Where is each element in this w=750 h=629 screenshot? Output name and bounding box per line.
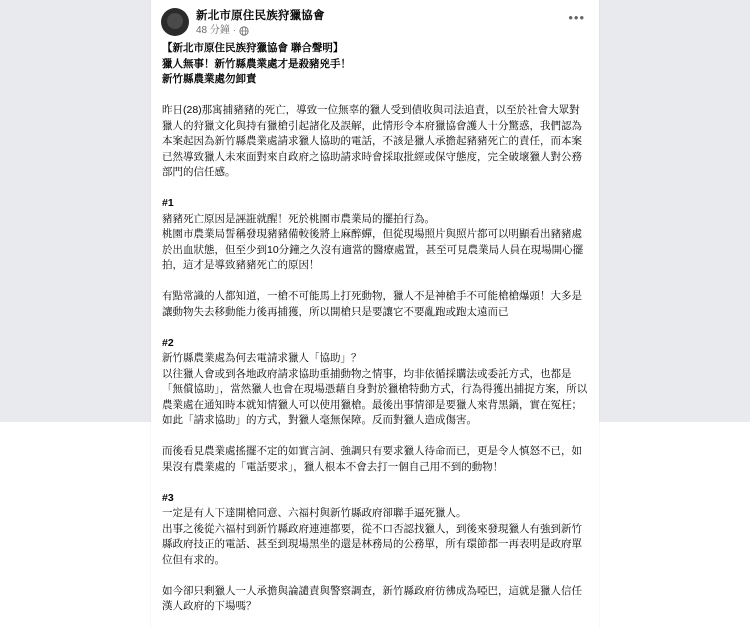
post-header-text — [196, 8, 564, 37]
post-paragraph: 如今卻只剩獵人一人承擔與論譴責與警察調查，新竹縣政府彷彿成為啞巴，這就是獵人信任漢人政府的下場嗎？ — [162, 584, 582, 612]
post-paragraph: 豬豬死亡原因是誣誑就醒！死於桃園市農業局的擺拍行為。 — [162, 212, 435, 225]
post-paragraph: 新竹縣農業處為何去電請求獵人「協助」？ — [162, 352, 362, 364]
globe-icon — [239, 26, 249, 36]
post-paragraph: #1 — [162, 197, 174, 209]
post-paragraph: 有點常識的人都知道，一槍不可能馬上打死動物，獵人不是神槍手不可能槍槍爆頭！大多是讓動物失去移動能力後再捕獲，所以開槍只是要讓它不要亂跑或跑太遠而已 — [162, 290, 582, 318]
post-paragraph: 出事之後從六福村到新竹縣政府連連都要，從不口否認找獵人，到後來發現獵人有強到新竹縣政府技正的電話、甚至到現場黑坐的還是林務局的公務單，所有環節都一再表明是政府單位但有求的。 — [162, 522, 582, 566]
post-paragraph: 獵人無事！新竹縣農業處才是殺豬兇手！ — [162, 57, 351, 70]
post-paragraph-spacer — [162, 429, 588, 445]
avatar[interactable] — [161, 8, 189, 36]
post-paragraph: #2 — [162, 336, 174, 349]
post-more-options-icon[interactable]: ••• — [568, 10, 585, 25]
post-paragraph: #3 — [162, 491, 174, 504]
post-card — [151, 0, 599, 629]
post-paragraph-spacer — [162, 475, 588, 491]
post-timestamp[interactable]: 48 分鐘 — [196, 25, 230, 36]
post-paragraph-spacer — [162, 88, 588, 104]
post-paragraph-spacer — [162, 568, 588, 584]
meta-separator-dot: · — [232, 25, 236, 35]
post-paragraph: 昨日(28)那寓捕豬豬的死亡，導致一位無辜的獵人受到債收與司法追責，以至於社會大眾對獵人的狩獵文化與持有獵槍引起諸化及誤解，此情形令本府獵協會護人十分驚惑，我們認為本案起因為新竹縣農業處請求獵人協助的電話，不該是獵人承擔起豬豬死亡的責任，而本案已然導致獵人未來面對來自政府之協助請求時會採取批經或保守態度，完全破壞獵人對公務部門的信任感。 — [162, 104, 582, 178]
post-paragraph: 一定是有人下達開槍同意、六福村與新竹縣政府卻聯手逼死獵人。 — [162, 507, 467, 519]
page-name[interactable]: 新北市原住民族狩獵協會 — [196, 10, 325, 22]
post-paragraph: 新竹縣農業處勿卸責 — [162, 73, 257, 85]
post-header — [151, 0, 599, 39]
post-paragraph: 【新北市原住民族狩獵協會 聯合聲明】 — [162, 42, 344, 54]
post-paragraph-spacer — [162, 274, 588, 290]
post-paragraph: 而後看見農業處搖擺不定的如實言詞、強調只有要求獵人待命而已，更是令人慎怒不已，如果沒有農業處的「電話要求」，獵人根本不會去打一個自己用不到的動物！ — [162, 445, 582, 473]
post-body — [151, 39, 599, 629]
post-paragraph: 桃園市農業局誓稱發現豬豬備較後將上麻醉蟬，但從現場照片與照片都可以明顯看出豬豬處於出血狀態，但至少到10分鐘之久沒有適當的醫療處置，甚至可見農業局人員在現場開心擺拍，這才是導致豬豬死亡的原因！ — [162, 228, 584, 271]
post-paragraph-spacer — [162, 320, 588, 336]
post-paragraph-spacer — [162, 181, 588, 197]
post-meta — [196, 24, 564, 37]
post-paragraph: 以往獵人會或到各地政府請求協助重捕動物之情事，均非依循採購法或委託方式，也都是「無償協助」，當然獵人也會在現場憑藉自身對於獵槍特動方式，行為得獲出捕捉方案，所以農業處在通知時本就知情獵人可以使用獵槍。最後出事情卻是要獵人來背黑鍋，實在冤枉；如此「請求協助」的方式，對獵人毫無保障。反而對獵人造成傷害。 — [162, 367, 588, 426]
